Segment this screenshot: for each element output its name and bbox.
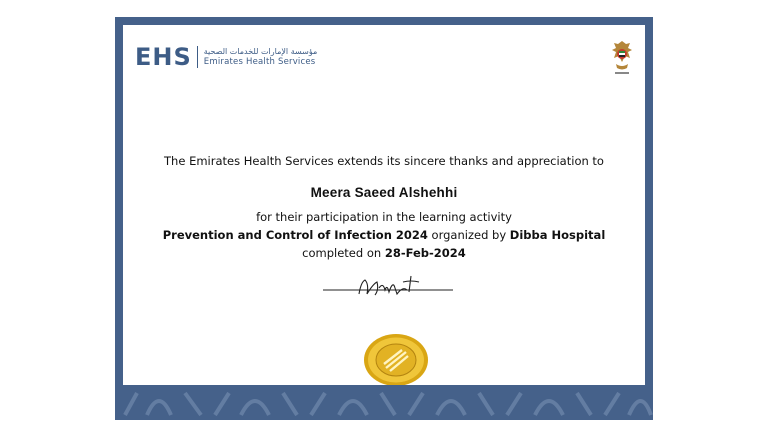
activity-line — [123, 228, 645, 242]
certificate — [115, 17, 653, 420]
logo-text — [204, 47, 317, 67]
jci-accreditation-seal-icon — [363, 333, 429, 387]
intro-text: The Emirates Health Services extends its sincere thanks and appreciation to — [164, 154, 604, 168]
uae-emblem-icon — [608, 38, 636, 78]
recipient-name: Meera Saeed Alshehhi — [310, 185, 458, 200]
organized-by-text: organized by — [427, 228, 510, 242]
decorative-footer-band — [115, 385, 653, 420]
activity-title: Prevention and Control of Infection 2024 — [162, 228, 428, 242]
org-name-arabic: مؤسسة الإمارات للخدمات الصحية — [203, 47, 318, 57]
certificate-body — [123, 25, 645, 385]
participation-text: for their participation in the learning activity — [256, 210, 512, 224]
organizer-name: Dibba Hospital — [509, 228, 606, 242]
logo-mark: EHS — [135, 43, 192, 71]
logo-divider — [197, 46, 198, 68]
completed-text: completed on — [302, 246, 385, 260]
org-name-english: Emirates Health Services — [203, 56, 316, 67]
signature-icon — [323, 270, 453, 300]
completion-date: 28-Feb-2024 — [384, 246, 466, 260]
completion-line — [123, 246, 645, 260]
ehs-logo — [135, 45, 317, 69]
